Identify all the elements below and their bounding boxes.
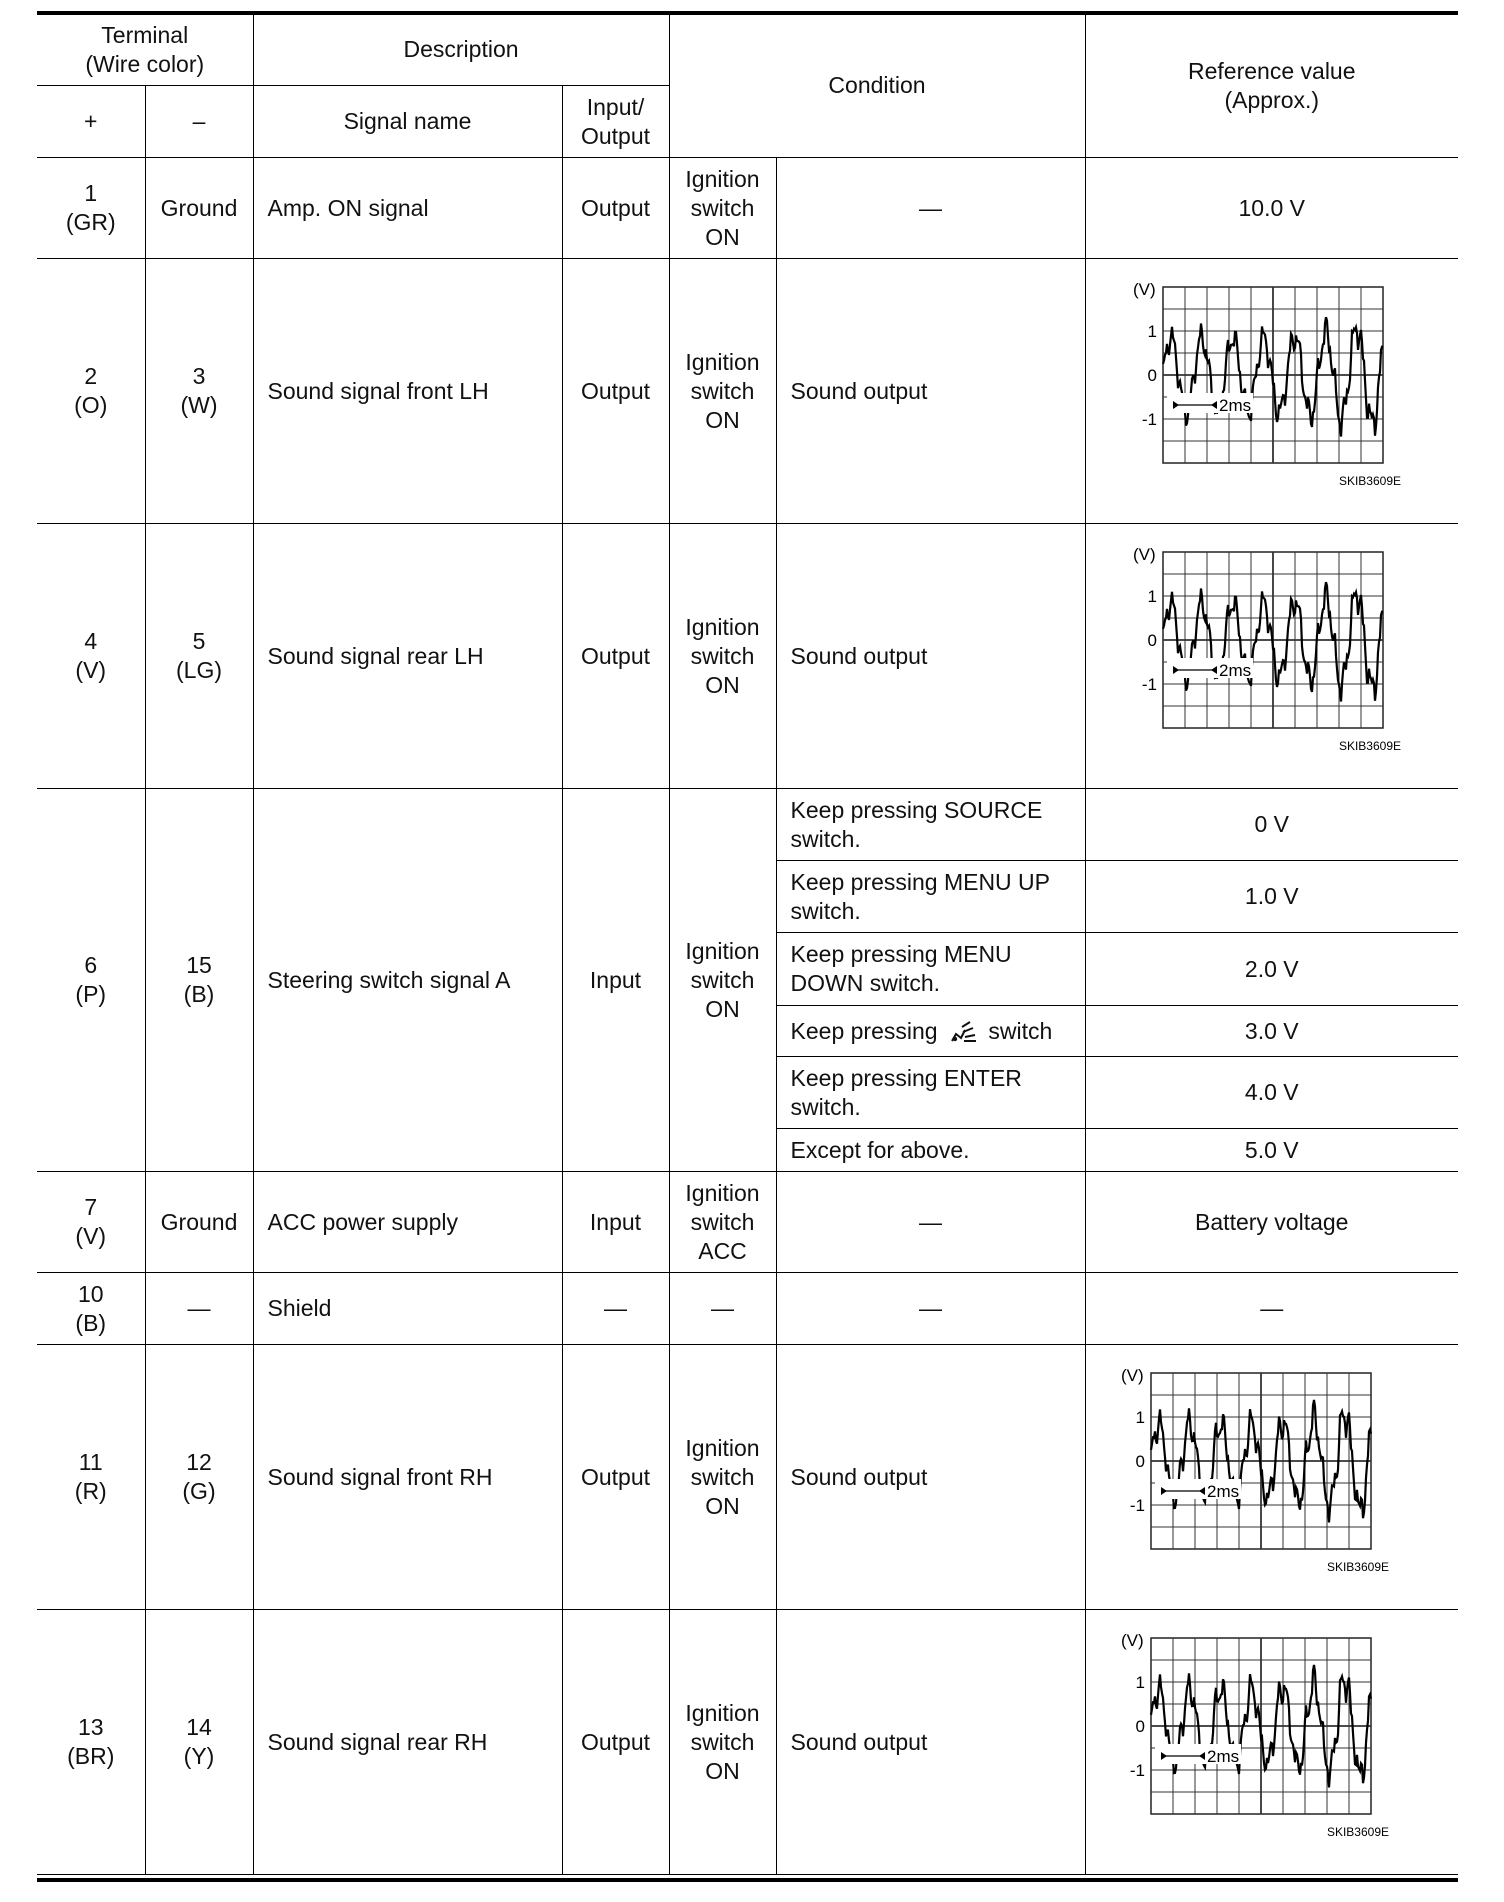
reference-value: Battery voltage	[1085, 1172, 1458, 1273]
y-tick-label: 0	[1135, 1452, 1145, 1471]
signal-name: Sound signal rear LH	[253, 524, 562, 789]
terminal-minus: —	[145, 1273, 253, 1345]
terminal-number: 15	[186, 952, 212, 978]
input-output: Output	[562, 524, 669, 789]
y-tick-label: -1	[1141, 410, 1157, 429]
ignition-state: —	[669, 1273, 776, 1345]
signal-name: Sound signal front LH	[253, 259, 562, 524]
wire-color: (B)	[75, 1309, 107, 1336]
ignition-line1: Ignition	[685, 613, 760, 640]
terminal-plus	[37, 524, 145, 789]
ignition-line3: ON	[705, 406, 740, 433]
table-row	[37, 158, 1458, 259]
y-tick-label: 0	[1147, 366, 1157, 385]
header-terminal	[37, 14, 253, 86]
reference-waveform	[1085, 259, 1458, 524]
y-tick-label: -1	[1129, 1496, 1145, 1515]
condition: Except for above.	[776, 1129, 1085, 1172]
terminal-table	[37, 13, 1458, 1875]
condition-line2: switch.	[790, 1093, 861, 1120]
header-io-line1: Input/	[586, 93, 645, 120]
table-row	[37, 259, 1458, 524]
waveform-plot	[1133, 280, 1401, 488]
header-signal-name: Signal name	[253, 86, 562, 158]
signal-name: Sound signal front RH	[253, 1345, 562, 1610]
ignition-state	[669, 1172, 776, 1273]
y-tick-label: 1	[1147, 587, 1157, 606]
header-minus: –	[145, 86, 253, 158]
y-tick-label: -1	[1141, 675, 1157, 694]
table-row	[37, 1610, 1458, 1875]
ignition-line3: ON	[705, 995, 740, 1022]
time-scale-label: 2ms	[1206, 1482, 1239, 1501]
figure-id: SKIB3609E	[1338, 739, 1401, 753]
ignition-line3: ON	[705, 1757, 740, 1784]
input-output: Output	[562, 259, 669, 524]
terminal-minus	[145, 1345, 253, 1610]
header-input-output	[562, 86, 669, 158]
terminal-number: 3	[192, 363, 206, 389]
ignition-line2: switch	[690, 966, 755, 993]
ignition-line2: switch	[690, 1208, 755, 1235]
wire-color: (R)	[74, 1478, 107, 1504]
terminal-plus	[37, 1345, 145, 1610]
waveform-plot	[1121, 1631, 1389, 1839]
condition	[776, 789, 1085, 861]
header-condition: Condition	[669, 14, 1085, 158]
waveform-figure	[1086, 524, 1459, 788]
header-reference	[1085, 14, 1458, 158]
ignition-line2: switch	[690, 1463, 755, 1490]
terminal-minus	[145, 259, 253, 524]
table-row	[37, 1345, 1458, 1610]
table-row	[37, 524, 1458, 789]
ignition-state	[669, 524, 776, 789]
y-unit-label: (V)	[1132, 280, 1156, 299]
terminal-minus	[145, 1610, 253, 1875]
y-unit-label: (V)	[1120, 1631, 1144, 1650]
signal-name: Sound signal rear RH	[253, 1610, 562, 1875]
figure-id: SKIB3609E	[1326, 1825, 1389, 1839]
time-scale-label: 2ms	[1218, 661, 1251, 680]
condition-line2: switch	[988, 1017, 1053, 1044]
ignition-line2: switch	[690, 1728, 755, 1755]
time-scale-label: 2ms	[1206, 1747, 1239, 1766]
reference-value: 4.0 V	[1085, 1057, 1458, 1129]
wire-color: (V)	[75, 657, 107, 683]
wire-color: (LG)	[176, 657, 222, 683]
ignition-line2: switch	[690, 194, 755, 221]
terminal-number: 12	[186, 1449, 212, 1475]
y-tick-label: 1	[1135, 1673, 1145, 1692]
waveform-figure	[1086, 1345, 1459, 1609]
condition-line1: Keep pressing SOURCE	[790, 796, 1043, 823]
wire-color: (G)	[182, 1478, 216, 1504]
terminal-number: 13	[77, 1714, 104, 1740]
ignition-state	[669, 789, 776, 1172]
waveform-figure	[1086, 1610, 1459, 1874]
condition-line2: switch.	[790, 897, 861, 924]
ignition-line1: Ignition	[685, 937, 760, 964]
condition: Sound output	[776, 259, 1085, 524]
ignition-line1: Ignition	[685, 1699, 760, 1726]
condition	[776, 1006, 1085, 1057]
terminal-number: 4	[84, 628, 98, 654]
wire-color: (V)	[75, 1223, 107, 1249]
table-row	[37, 789, 1458, 861]
condition	[776, 933, 1085, 1006]
waveform-plot	[1133, 545, 1401, 753]
y-tick-label: 1	[1135, 1408, 1145, 1427]
table-row	[37, 1273, 1458, 1345]
ignition-line2: switch	[690, 377, 755, 404]
ignition-line3: ON	[705, 1492, 740, 1519]
terminal-number: 5	[192, 628, 206, 654]
terminal-number: 14	[186, 1714, 212, 1740]
y-unit-label: (V)	[1132, 545, 1156, 564]
condition-line2: switch.	[790, 825, 861, 852]
signal-name: ACC power supply	[253, 1172, 562, 1273]
terminal-number: 6	[84, 952, 98, 978]
reference-waveform	[1085, 524, 1458, 789]
table-row	[37, 1172, 1458, 1273]
ignition-line2: switch	[690, 642, 755, 669]
y-unit-label: (V)	[1120, 1366, 1144, 1385]
y-tick-label: -1	[1129, 1761, 1145, 1780]
condition: Sound output	[776, 1345, 1085, 1610]
input-output: Output	[562, 1610, 669, 1875]
figure-id: SKIB3609E	[1338, 474, 1401, 488]
voice-recognition-icon	[948, 1019, 978, 1045]
header-terminal-line2: (Wire color)	[85, 50, 205, 77]
terminal-minus	[145, 789, 253, 1172]
time-scale-label: 2ms	[1218, 396, 1251, 415]
waveform-plot	[1121, 1366, 1389, 1574]
wire-color: (Y)	[183, 1743, 215, 1769]
ignition-state	[669, 1345, 776, 1610]
figure-id: SKIB3609E	[1326, 1560, 1389, 1574]
waveform-figure	[1086, 259, 1459, 523]
reference-value: 10.0 V	[1085, 158, 1458, 259]
ignition-state	[669, 259, 776, 524]
reference-value: —	[1085, 1273, 1458, 1345]
signal-name: Steering switch signal A	[253, 789, 562, 1172]
signal-name: Amp. ON signal	[253, 158, 562, 259]
terminal-plus	[37, 1273, 145, 1345]
header-terminal-line1: Terminal	[101, 21, 189, 48]
terminal-plus	[37, 1172, 145, 1273]
condition-line1: Keep pressing	[790, 1017, 938, 1044]
ignition-state	[669, 158, 776, 259]
bottom-rule	[37, 1878, 1458, 1882]
condition	[776, 1057, 1085, 1129]
terminal-number: 10	[77, 1280, 104, 1307]
header-description: Description	[253, 14, 669, 86]
signal-name: Shield	[253, 1273, 562, 1345]
terminal-number: 11	[78, 1449, 103, 1475]
wire-color: (B)	[183, 981, 215, 1007]
header-plus: +	[37, 86, 145, 158]
ignition-line1: Ignition	[685, 1434, 760, 1461]
terminal-plus	[37, 1610, 145, 1875]
header-io-line2: Output	[580, 122, 651, 149]
header-reference-line2: (Approx.)	[1224, 86, 1320, 113]
condition: Sound output	[776, 1610, 1085, 1875]
condition-line1: Keep pressing MENU UP	[790, 868, 1051, 895]
ignition-line3: ON	[705, 671, 740, 698]
y-tick-label: 1	[1147, 322, 1157, 341]
terminal-minus	[145, 524, 253, 789]
condition: —	[776, 1172, 1085, 1273]
y-tick-label: 0	[1147, 631, 1157, 650]
terminal-number: 2	[84, 363, 98, 389]
ignition-line1: Ignition	[685, 165, 760, 192]
terminal-plus	[37, 259, 145, 524]
condition-line1: Keep pressing MENU	[790, 941, 1012, 967]
ignition-line1: Ignition	[685, 348, 760, 375]
condition: —	[776, 158, 1085, 259]
input-output: Input	[562, 789, 669, 1172]
input-output: Output	[562, 158, 669, 259]
terminal-number: 7	[84, 1194, 98, 1220]
header-row-1	[37, 14, 1458, 86]
input-output: Output	[562, 1345, 669, 1610]
terminal-number: 1	[84, 180, 98, 206]
wire-color: (GR)	[65, 209, 116, 235]
reference-value: 1.0 V	[1085, 861, 1458, 933]
ignition-line1: Ignition	[685, 1179, 760, 1206]
condition: Sound output	[776, 524, 1085, 789]
terminal-minus: Ground	[145, 158, 253, 259]
ignition-line3: ON	[705, 223, 740, 250]
reference-waveform	[1085, 1610, 1458, 1875]
wire-color: (W)	[180, 392, 218, 418]
ignition-state	[669, 1610, 776, 1875]
condition	[776, 861, 1085, 933]
wire-color: (P)	[75, 981, 107, 1007]
terminal-plus	[37, 789, 145, 1172]
condition-line2: DOWN switch.	[790, 970, 941, 996]
input-output: —	[562, 1273, 669, 1345]
terminal-plus	[37, 158, 145, 259]
y-tick-label: 0	[1135, 1717, 1145, 1736]
ignition-line3: ACC	[698, 1237, 747, 1264]
wire-color: (O)	[74, 392, 108, 418]
condition: —	[776, 1273, 1085, 1345]
wire-color: (BR)	[67, 1743, 115, 1769]
reference-value: 2.0 V	[1085, 933, 1458, 1006]
reference-waveform	[1085, 1345, 1458, 1610]
terminal-minus: Ground	[145, 1172, 253, 1273]
input-output: Input	[562, 1172, 669, 1273]
header-reference-line1: Reference value	[1188, 57, 1356, 84]
reference-value: 5.0 V	[1085, 1129, 1458, 1172]
condition-line1: Keep pressing ENTER	[790, 1064, 1022, 1091]
reference-value: 0 V	[1085, 789, 1458, 861]
reference-value: 3.0 V	[1085, 1006, 1458, 1057]
